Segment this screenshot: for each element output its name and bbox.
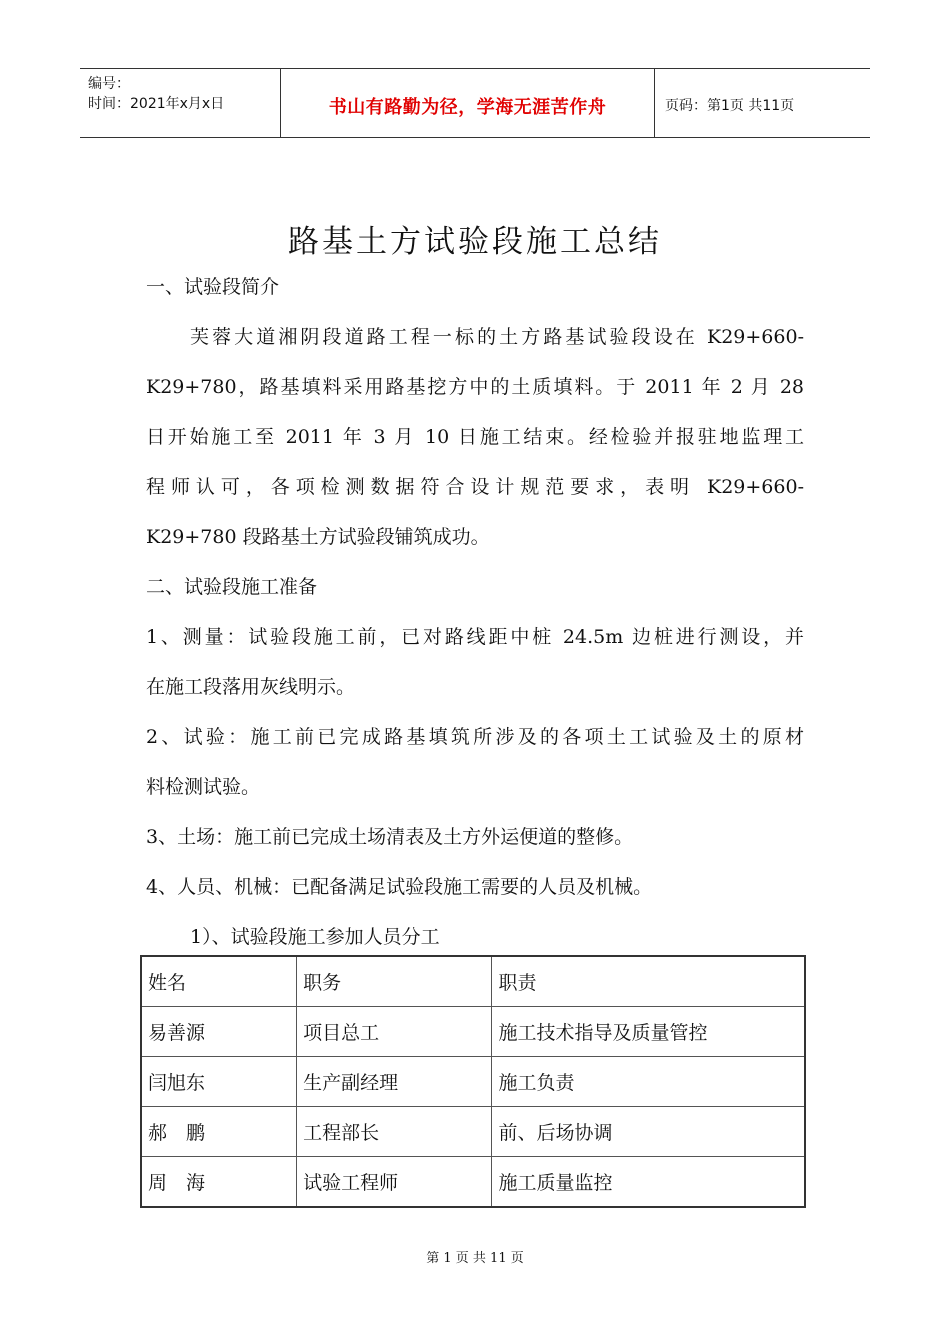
header-motto-cell (280, 69, 655, 137)
table-cell-name: 闫旭东 (141, 1057, 297, 1107)
table-cell-duty: 前、后场协调 (492, 1107, 805, 1157)
table-row (141, 1007, 805, 1057)
table-row (141, 1157, 805, 1208)
page-header (80, 68, 870, 138)
table-cell-name: 周 海 (141, 1157, 297, 1208)
section-heading-prep: 二、试验段施工准备 (146, 576, 318, 598)
table-cell-name: 易善源 (141, 1007, 297, 1057)
page-footer: 第 1 页 共 11 页 (426, 1251, 524, 1266)
table-row (141, 1107, 805, 1157)
header-meta-cell (80, 69, 280, 137)
list-item-survey: 1、测量：试验段施工前，已对路线距中桩 24.5m 边桩进行测设，并 (146, 626, 804, 648)
table-cell-position: 生产副经理 (297, 1057, 492, 1107)
table-cell-position: 项目总工 (297, 1007, 492, 1057)
table-cell-duty: 施工技术指导及质量管控 (492, 1007, 805, 1057)
table-cell-position: 工程部长 (297, 1107, 492, 1157)
paragraph-line: 芙蓉大道湘阴段道路工程一标的土方路基试验段设在 K29+660- (190, 326, 804, 348)
paragraph-line: 日开始施工至 2011 年 3 月 10 日施工结束。经检验并报驻地监理工 (146, 426, 804, 448)
subsection-heading-staff: 1）、试验段施工参加人员分工 (190, 926, 440, 948)
motto-text: 书山有路勤为径，学海无涯苦作舟 (328, 97, 607, 118)
section-heading-intro: 一、试验段简介 (146, 276, 280, 298)
list-item-survey-cont: 在施工段落用灰线明示。 (146, 676, 356, 698)
list-item-personnel: 4、人员、机械：已配备满足试验段施工需要的人员及机械。 (146, 876, 653, 898)
document-number: 编号： (88, 76, 130, 92)
table-header-cell: 姓名 (141, 956, 297, 1007)
list-item-soil-yard: 3、土场：施工前已完成土场清表及土方外运便道的整修。 (146, 826, 634, 848)
table-header-row (141, 956, 805, 1007)
list-item-test: 2、试验：施工前已完成路基填筑所涉及的各项土工试验及土的原材 (146, 726, 804, 748)
table-cell-name: 郝 鹏 (141, 1107, 297, 1157)
header-page-info: 页码：第1页 共11页 (665, 98, 795, 114)
table-cell-duty: 施工质量监控 (492, 1157, 805, 1208)
table-cell-position: 试验工程师 (297, 1157, 492, 1208)
header-page-cell (655, 69, 870, 137)
paragraph-line: 程师认可，各项检测数据符合设计规范要求，表明 K29+660- (146, 476, 804, 498)
table-cell-duty: 施工负责 (492, 1057, 805, 1107)
document-date: 时间：2021年x月x日 (88, 96, 225, 112)
paragraph-line: K29+780 段路基土方试验段铺筑成功。 (146, 526, 490, 548)
document-title: 路基土方试验段施工总结 (288, 224, 662, 260)
staff-table (140, 955, 806, 1208)
table-row (141, 1057, 805, 1107)
table-header-cell: 职务 (297, 956, 492, 1007)
paragraph-line: K29+780，路基填料采用路基挖方中的土质填料。于 2011 年 2 月 28 (146, 376, 804, 398)
list-item-test-cont: 料检测试验。 (146, 776, 261, 798)
table-header-cell: 职责 (492, 956, 805, 1007)
